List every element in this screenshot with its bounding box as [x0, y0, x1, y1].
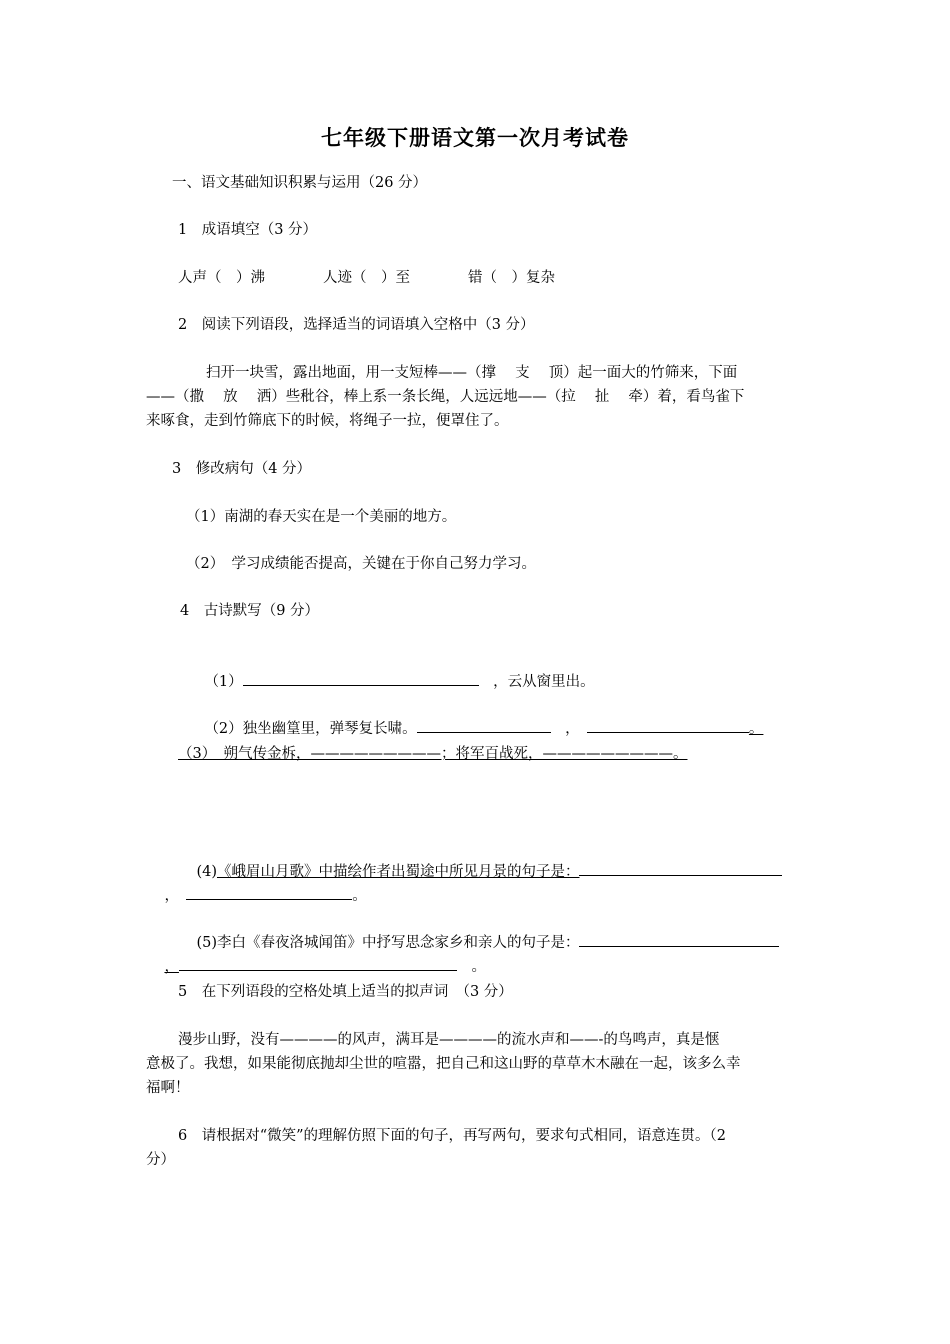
q2-passage-line: 扫开一块雪，露出地面，用一支短棒——（撑 支 顶）起一面大的竹筛来，下面: [206, 365, 738, 381]
answer-blank[interactable]: [243, 670, 479, 686]
answer-blank[interactable]: [417, 717, 551, 733]
poem-4-text: 《峨眉山月歌》中描绘作者出蜀途中所见月景的句子是：: [216, 864, 580, 880]
q4-heading: 4 古诗默写（9 分）: [180, 603, 320, 619]
answer-blank[interactable]: [186, 884, 352, 900]
q1-heading: 1 成语填空（3 分）: [178, 222, 318, 238]
q5-passage-line: 福啊！: [146, 1080, 190, 1096]
q3-sentence-1: （1）南湖的春天实在是一个美丽的地方。: [186, 509, 457, 525]
poem-4-number: (4): [196, 864, 217, 880]
q2-passage-line: ——（撒 放 洒）些秕谷，棒上系一条长绳，人远远地——（拉 扯 牵）着，看鸟雀下: [146, 389, 745, 405]
q2-passage-line: 来啄食，走到竹筛底下的时候，将绳子一拉，便罩住了。: [146, 413, 509, 429]
q4-poem-3: （3） 朔气传金柝，—————————；将军百战死，—————————。: [178, 746, 688, 762]
poem-5-text: (5)李白《春夜洛城闻笛》中抒写思念家乡和亲人的句子是：: [196, 935, 580, 951]
exam-title: 七年级下册语文第一次月考试卷: [321, 125, 629, 150]
answer-blank[interactable]: [179, 955, 457, 971]
q5-heading: 5 在下列语段的空格处填上适当的拟声词 （3 分）: [178, 984, 513, 1000]
q5-passage-line: 漫步山野，没有————的风声，满耳是————的流水声和——-的鸟鸣声，真是惬: [178, 1032, 720, 1048]
poem-1-number: （1）: [204, 674, 243, 690]
poem-2-end: 。: [748, 721, 764, 737]
answer-blank[interactable]: [579, 931, 779, 947]
poem-2-text: （2）独坐幽篁里，弹琴复长啸。: [204, 721, 417, 737]
poem-4-comma: ，: [164, 888, 172, 904]
poem-2-comma: ，: [565, 721, 573, 737]
answer-blank[interactable]: [587, 717, 749, 733]
q3-heading: 3 修改病句（4 分）: [172, 461, 312, 477]
q3-sentence-2: （2） 学习成绩能否提高，关键在于你自己努力学习。: [186, 556, 536, 572]
section-heading: 一、语文基础知识积累与运用（26 分）: [172, 175, 428, 191]
q5-passage-line: 意极了。我想，如果能彻底抛却尘世的喧嚣，把自己和这山野的草草木木融在一起，该多么幸: [146, 1056, 741, 1072]
answer-blank[interactable]: [579, 860, 782, 876]
q2-heading: 2 阅读下列语段，选择适当的词语填入空格中（3 分）: [178, 317, 535, 333]
poem-5-comma: ，: [164, 959, 179, 975]
poem-4-end: 。: [352, 888, 367, 904]
q6-instruction-line: 分）: [146, 1152, 175, 1168]
q6-instruction-line: 6 请根据对“微笑”的理解仿照下面的句子，再写两句，要求句式相同，语意连贯。（2: [178, 1128, 727, 1144]
q1-idiom-line: 人声（ ）沸 人迹（ ）至 错（ ）复杂: [178, 270, 555, 286]
poem-5-end: 。: [471, 959, 486, 975]
poem-1-text: ，云从窗里出。: [493, 674, 595, 690]
